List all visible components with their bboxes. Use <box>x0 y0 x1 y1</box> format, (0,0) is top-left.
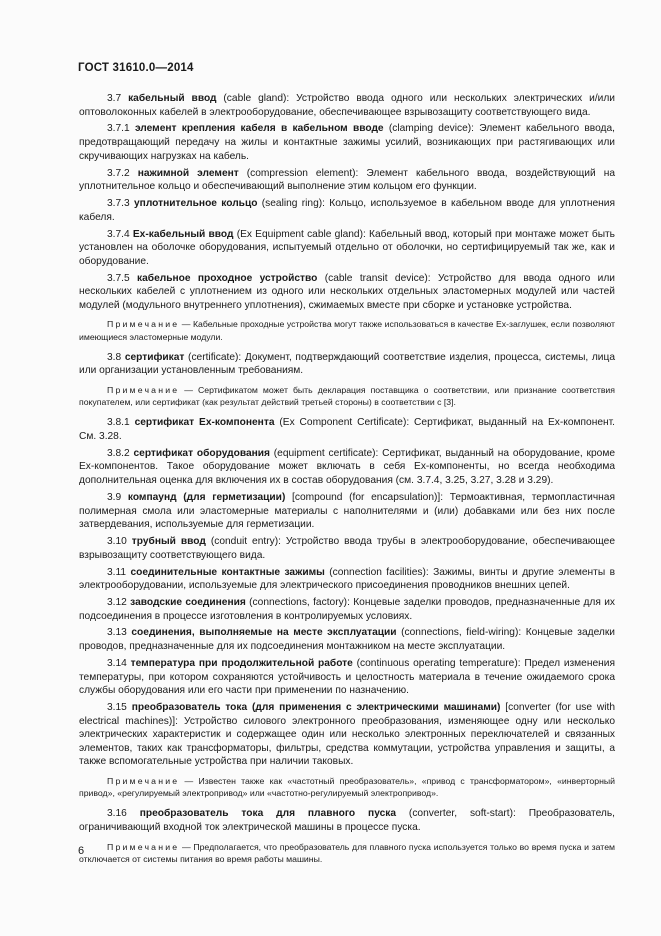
definition-3-8-2: 3.8.2 сертификат оборудования (equipment certificate): Сертификат, выданный на оборудование, кроме Ex-компонентов. Такое оборудование может включать в себя Ex-компоненты, но всегда необходима дополнительная оценка для включения их в состав оборудования (см. 3.7.4, 3.25, 3.27, 3.28 и 3.29). <box>79 447 615 487</box>
definition-3-7-3: 3.7.3 уплотнительное кольцо (sealing ring): Кольцо, используемое в кабельном вводе для уплотнения кабеля. <box>79 198 615 223</box>
definition-3-15: 3.15 преобразователь тока (для применения с электрическими машинами) [converter (for use with electrical machines)]: Устройство силового электронного преобразования, изменяющее одну или несколько электрических характеристик и содержащее один или несколько электронных переключателей и связанных элементов, таких как трансформаторы, фильтры, средства коммутации, устройства управления и защиты, а также вспомогательные устройства при наличии таковых. <box>79 702 615 768</box>
definitions-body <box>79 92 615 873</box>
definition-3-7: 3.7 кабельный ввод (cable gland): Устройство ввода одного или нескольких электрических и/или оптоволоконных кабелей в электрооборудование, обеспечивающее взрывозащиту соответствующего вида. <box>79 93 615 118</box>
definition-3-13: 3.13 соединения, выполняемые на месте эксплуатации (connections, field-wiring): Концевые заделки проводов, предназначенные для их подсоединения монтажником на месте эксплуатации. <box>79 627 615 653</box>
definition-3-10: 3.10 трубный ввод (conduit entry): Устройство ввода трубы в электрооборудование, обеспечивающее взрывозащиту соответствующего вида. <box>79 536 615 561</box>
note-3-16: Примечание — Предполагается, что преобразователь для плавного пуска используется только во время пуска и затем отключается от системы питания во время работы машины. <box>79 841 615 864</box>
definition-3-7-1: 3.7.1 элемент крепления кабеля в кабельном вводе (clamping device): Элемент кабельного ввода, предотвращающий передачу на жилы и контактные зажимы усилий, возникающих при растягивающих или скручивающих нагрузках на кабель. <box>79 123 615 162</box>
definition-3-7-4: 3.7.4 Ex-кабельный ввод (Ex Equipment cable gland): Кабельный ввод, который при монтаже может быть установлен на оболочке оборудования, испытуемый отдельно от оболочки, но сертифицируемый так же, как и оборудование. <box>79 228 615 267</box>
page-number: 6 <box>78 845 85 857</box>
definition-3-9: 3.9 компаунд (для герметизации) [compound (for encapsulation)]: Термоактивная, термопластичная полимерная смола или эластомерные материалы с наполнителями и (или) добавками или без них после затвердевания, используемые для герметизации. <box>79 491 615 531</box>
definition-3-8: 3.8 сертификат (certificate): Документ, подтверждающий соответствие изделия, процесса, системы, лица или организации установленным требованиям. <box>79 351 615 377</box>
note-3-7-5: Примечание — Кабельные проходные устройства могут также использоваться в качестве Ex-заглушек, если позволяют имеющиеся эластомерные модули. <box>79 319 615 342</box>
standard-header: ГОСТ 31610.0—2014 <box>78 62 194 74</box>
definition-3-7-2: 3.7.2 нажимной элемент (compression element): Элемент кабельного ввода, воздействующий на уплотнительное кольцо и обеспечивающий выполнение этим кольцом его функции. <box>79 167 615 193</box>
note-3-8: Примечание — Сертификатом может быть декларация поставщика о соответствии, или признание соответствия покупателем, или сертификат (как результат действий третьей стороны) в соответствии с [3]. <box>79 384 615 408</box>
definition-3-14: 3.14 температура при продолжительной работе (continuous operating temperature): Предел изменения температуры, при котором сохраняются устойчивость и целостность материала в течение ожидаемого срока службы оборудования или его части при применении по назначению. <box>79 657 615 697</box>
note-3-15: Примечание — Известен также как «частотный преобразователь», «привод с трансформатором», «инверторный привод», «регулируемый электропривод» или «частотно-регулируемый электропривод». <box>79 776 615 799</box>
definition-3-11: 3.11 соединительные контактные зажимы (connection facilities): Зажимы, винты и другие элементы в электрооборудовании, используемые для электрического присоединения проводников внешних цепей. <box>79 566 615 592</box>
definition-3-7-5: 3.7.5 кабельное проходное устройство (cable transit device): Устройство для ввода одного или нескольких кабелей с уплотнением из одного или нескольких отдельных эластомерных модулей или частей модулей (модульного внутреннего уплотнения), сжимаемых вместе при сборке и установке устройства. <box>79 272 615 311</box>
definition-3-12: 3.12 заводские соединения (connections, factory): Концевые заделки проводов, предназначенные для их подсоединения в процессе изготовления в контролируемых условиях. <box>79 597 615 622</box>
definition-3-16: 3.16 преобразователь тока для плавного пуска (converter, soft-start): Преобразователь, ограничивающий входной ток электрической машины в процессе пуска. <box>79 808 615 834</box>
definition-3-8-1: 3.8.1 сертификат Ex-компонента (Ex Component Certificate): Сертификат, выданный на Ex-компонент. См. 3.28. <box>79 417 615 442</box>
